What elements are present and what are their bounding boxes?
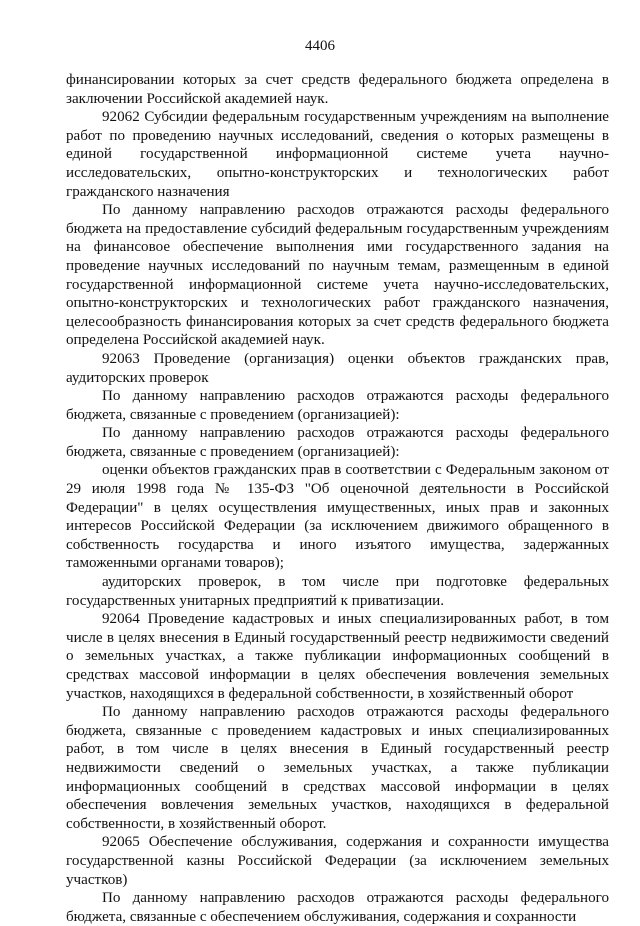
- paragraph-92063-description-2: По данному направлению расходов отражаются расходы федерального бюджета, связанные с проведением (организацией):: [66, 425, 609, 460]
- document-body: [66, 71, 609, 926]
- paragraph-92065-heading: 92065 Обеспечение обслуживания, содержания и сохранности имущества государственной казны Российской Федерации (за исключением земельных участков): [66, 834, 609, 888]
- paragraph-92063-heading: 92063 Проведение (организация) оценки объектов гражданских прав, аудиторских проверок: [66, 350, 609, 386]
- paragraph-92063-description-1: По данному направлению расходов отражаются расходы федерального бюджета, связанные с проведением (организацией):: [66, 388, 609, 423]
- paragraph-92062-description: По данному направлению расходов отражаются расходы федерального бюджета на предоставление субсидий федеральным государственным учреждениям на финансовое обеспечение выполнения ими государственного задания на проведение научных исследований по научным темам, размещенным в единой государственной информационной системе учета научно-исследовательских, опытно-конструкторских и технологических работ гражданского назначения, целесообразность финансирования которых за счет средств федерального бюджета определена Российской академией наук.: [66, 202, 609, 349]
- paragraph-92063-item-audit: аудиторских проверок, в том числе при подготовке федеральных государственных унитарных предприятий к приватизации.: [66, 574, 609, 609]
- paragraph-92063-item-appraisal: оценки объектов гражданских прав в соответствии с Федеральным законом от 29 июля 1998 года № 135-ФЗ "Об оценочной деятельности в Российской Федерации" в целях осуществления имущественных, иных прав и законных интересов Российской Федерации (за исключением движимого обращенного в собственность государства и иного изъятого имущества, задержанных таможенными органами товаров);: [66, 462, 609, 572]
- page-number: 4406: [305, 38, 335, 54]
- paragraph-92064-heading: 92064 Проведение кадастровых и иных специализированных работ, в том числе в целях внесения в Единый государственный реестр недвижимости сведений о земельных участках, а также публикации информационных сообщений в средствах массовой информации в целях обеспечения вовлечения земельных участков, находящихся в федеральной собственности, в хозяйственный оборот: [66, 611, 609, 702]
- paragraph-92062-heading: 92062 Субсидии федеральным государственным учреждениям на выполнение работ по проведению научных исследований, сведения о которых размещены в единой государственной информационной системе учета научно-исследовательских, опытно-конструкторских и технологических работ гражданского назначения: [66, 109, 609, 200]
- paragraph-92064-description: По данному направлению расходов отражаются расходы федерального бюджета, связанные с проведением кадастровых и иных специализированных работ, в том числе в целях внесения в Единый государственный реестр недвижимости сведений о земельных участках, а также публикации информационных сообщений в средствах массовой информации в целях обеспечения вовлечения земельных участков, находящихся в федеральной собственности, в хозяйственный оборот.: [66, 704, 609, 832]
- paragraph-continuation: финансировании которых за счет средств федерального бюджета определена в заключении Российской академией наук.: [66, 72, 609, 107]
- paragraph-92065-description: По данному направлению расходов отражаются расходы федерального бюджета, связанные с обеспечением обслуживания, содержания и сохранности: [66, 890, 609, 925]
